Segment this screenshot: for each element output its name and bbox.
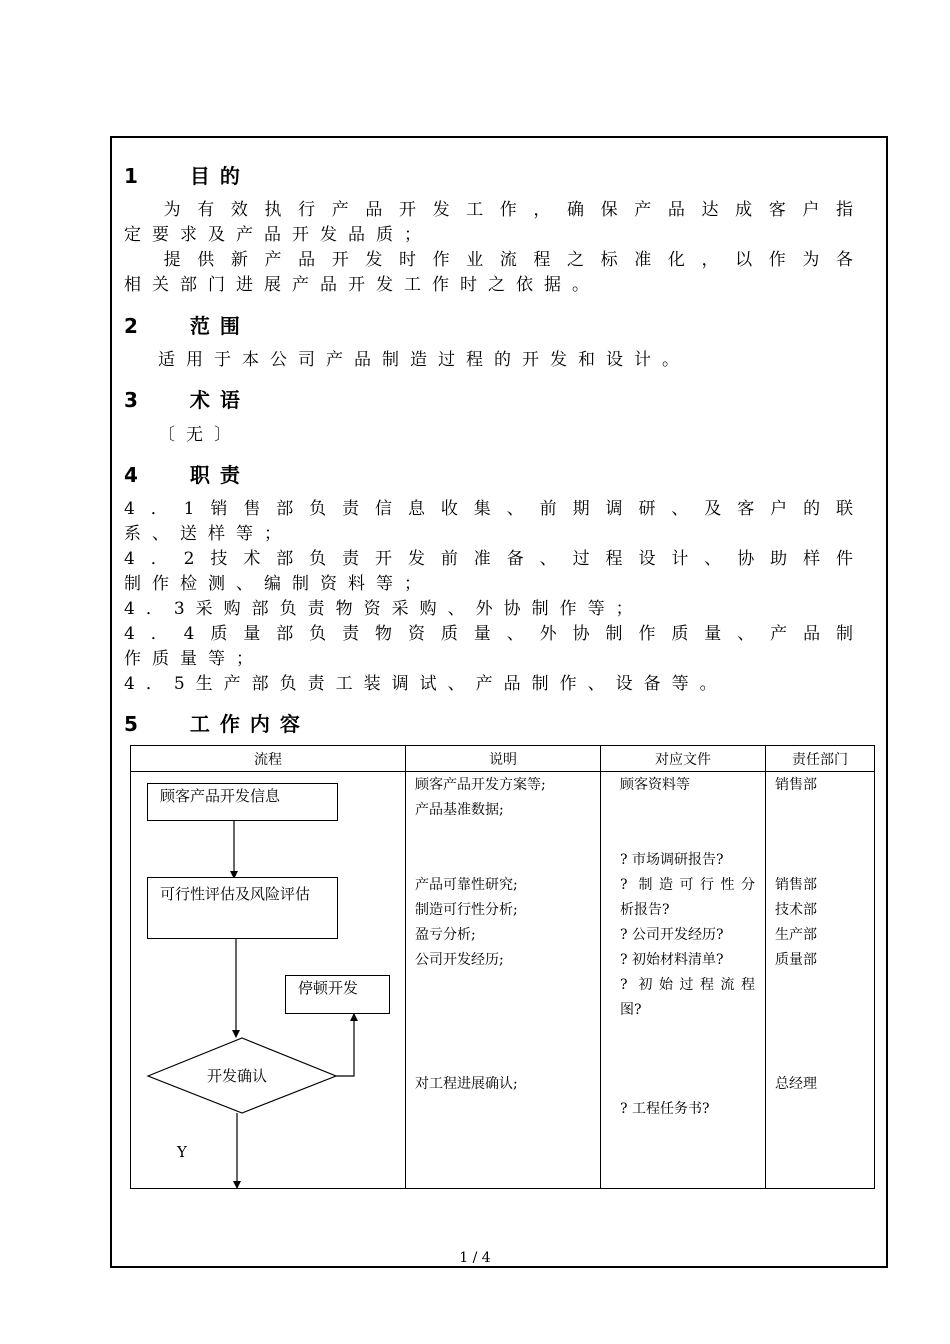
- flow-box-feasibility: [147, 877, 338, 939]
- header-flow: 流程: [131, 746, 406, 772]
- doc-line: 顾客资料等: [620, 777, 690, 793]
- doc-line: ? 市场调研报告?: [620, 852, 724, 868]
- desc-line: 对工程进展确认;: [415, 1076, 518, 1092]
- text-line: 相关部门进展产品开发工作时之依据。: [124, 275, 600, 295]
- desc-line: 公司开发经历;: [415, 952, 504, 968]
- text-line: 制作检测、编制资料等；: [124, 574, 432, 594]
- text-line: 系、送样等；: [124, 524, 292, 544]
- documents-cell: [601, 772, 766, 1189]
- section-1-paragraph-2: [124, 248, 864, 273]
- text-line: 适用于本公司产品制造过程的开发和设计。: [158, 350, 690, 370]
- flow-box-label: 顾客产品开发信息: [160, 787, 281, 805]
- dept-line: 技术部: [775, 902, 817, 918]
- table-row: [131, 772, 875, 1189]
- text-line: 4．1销售部负责信息收集、前期调研、及客户的联: [124, 499, 864, 519]
- dept-line: 销售部: [775, 877, 817, 893]
- text-line: 作质量等；: [124, 649, 264, 669]
- header-documents: 对应文件: [601, 746, 766, 772]
- doc-line: ? 制造可行性分: [620, 877, 755, 893]
- description-cell: [406, 772, 601, 1189]
- desc-line: 产品基准数据;: [415, 802, 504, 818]
- section-title: 术语: [189, 388, 250, 412]
- header-department: 责任部门: [766, 746, 875, 772]
- flow-cell: [131, 772, 406, 1189]
- flow-box-label: 可行性评估及风险评估: [160, 885, 311, 903]
- section-number: 2: [124, 314, 148, 338]
- section-1-paragraph-1: [124, 198, 864, 223]
- diamond-label: 开发确认: [207, 1067, 268, 1085]
- dept-line: 总经理: [775, 1076, 817, 1092]
- responsibility-4-cont: [124, 647, 864, 672]
- doc-line: ? 工程任务书?: [620, 1101, 710, 1117]
- doc-line: ? 公司开发经历?: [620, 927, 724, 943]
- desc-line: 产品可靠性研究;: [415, 877, 518, 893]
- process-table: [130, 745, 874, 1189]
- section-title: 工作内容: [189, 712, 310, 736]
- responsibility-2-cont: [124, 572, 864, 597]
- page-number: 1 / 4: [459, 1250, 491, 1266]
- section-5-heading: [124, 708, 310, 737]
- section-title: 范围: [189, 314, 250, 338]
- section-1-paragraph-1-cont: [124, 223, 864, 248]
- responsibility-1-cont: [124, 522, 864, 547]
- text-line: 为有效执行产品开发工作，确保产品达成客户指: [158, 200, 864, 220]
- responsibility-2: [124, 547, 864, 572]
- dept-line: 生产部: [775, 927, 817, 943]
- section-number: 1: [124, 164, 148, 188]
- section-3-heading: [124, 384, 250, 413]
- section-number: 5: [124, 712, 148, 736]
- yes-label: Y: [177, 1143, 187, 1161]
- section-3-paragraph: [124, 423, 864, 448]
- section-number: 3: [124, 388, 148, 412]
- responsibility-4: [124, 622, 864, 647]
- department-cell: [766, 772, 875, 1189]
- table-header-row: [131, 746, 875, 772]
- section-4-heading: [124, 459, 250, 488]
- dept-line: 质量部: [775, 952, 817, 968]
- doc-line: ? 初始过程流程: [620, 977, 755, 993]
- flow-box-label: 停顿开发: [298, 979, 359, 997]
- arrow-diamond-to-stop: [336, 1014, 354, 1076]
- desc-line: 顾客产品开发方案等;: [415, 777, 546, 793]
- section-title: 目的: [189, 164, 250, 188]
- text-line: 定要求及产品开发品质；: [124, 225, 432, 245]
- flow-box-stop-development: [285, 975, 390, 1014]
- text-line: 提供新产品开发时作业流程之标准化，以作为各: [158, 250, 864, 270]
- text-line: 〔无〕: [158, 425, 242, 445]
- doc-line: ? 初始材料清单?: [620, 952, 724, 968]
- text-line: 4．5生产部负责工装调试、产品制作、设备等。: [124, 674, 728, 694]
- text-line: 4．4质量部负责物资质量、外协制作质量、产品制: [124, 624, 864, 644]
- section-2-heading: [124, 310, 250, 339]
- desc-line: 盈亏分析;: [415, 927, 476, 943]
- responsibility-3: [124, 597, 864, 622]
- responsibility-5: [124, 672, 864, 697]
- text-line: 4．2技术部负责开发前准备、过程设计、协助样件: [124, 549, 864, 569]
- flow-box-customer-info: [147, 783, 338, 821]
- section-title: 职责: [189, 463, 250, 487]
- section-1-heading: [124, 160, 250, 189]
- section-2-paragraph: [124, 348, 864, 373]
- section-number: 4: [124, 463, 148, 487]
- desc-line: 制造可行性分析;: [415, 902, 518, 918]
- dept-line: 销售部: [775, 777, 817, 793]
- responsibility-1: [124, 497, 864, 522]
- text-line: 4．3采购部负责物资采购、外协制作等；: [124, 599, 644, 619]
- doc-line: 图?: [620, 1002, 642, 1018]
- header-description: 说明: [406, 746, 601, 772]
- section-1-paragraph-2-cont: [124, 273, 864, 298]
- doc-line: 析报告?: [620, 902, 670, 918]
